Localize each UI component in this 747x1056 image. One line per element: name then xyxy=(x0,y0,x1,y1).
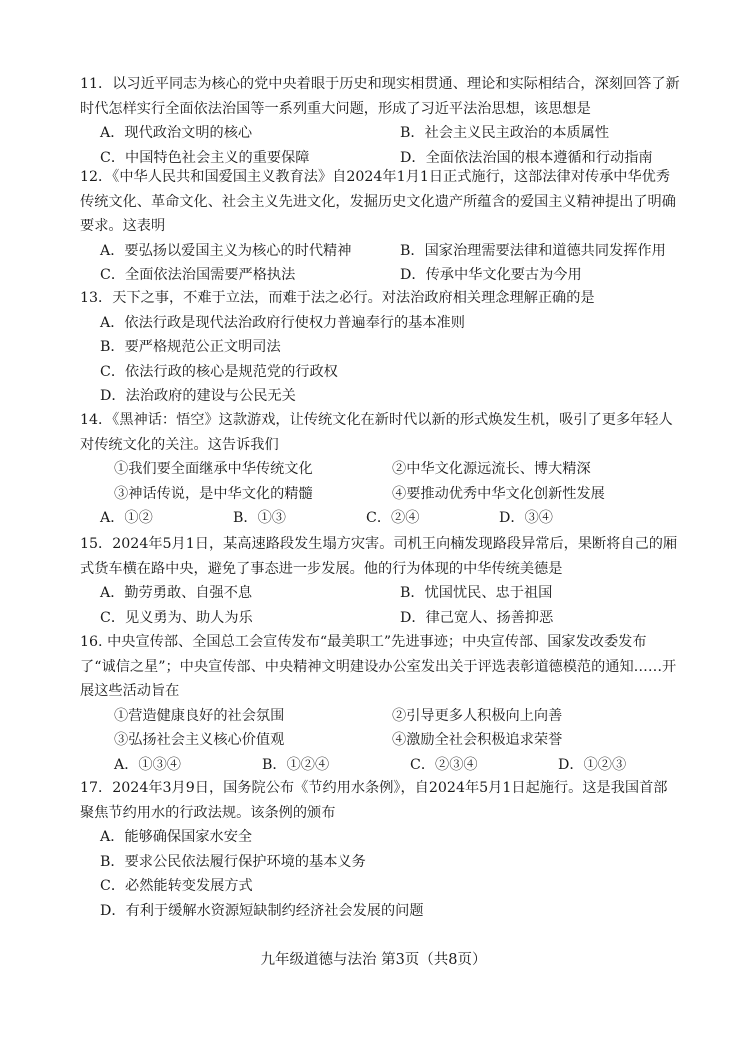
question-stem: 16. 中央宣传部、全国总工会宣传发布“最美职工”先进事迹；中央宣传部、国家发改委发布了“诚信之星”；中央宣传部、中央精神文明建设办公室发出关于评选表彰道德模范的通知……开展这些活动旨在 xyxy=(80,634,677,699)
statement-2: ②引导更多人积极向上向善 xyxy=(392,707,563,724)
question-13 xyxy=(80,286,680,409)
option-a: A．现代政治文明的核心 xyxy=(100,125,253,141)
option-b: B．要严格规范公正文明司法 xyxy=(100,339,281,355)
option-a: A．①③④ xyxy=(114,756,181,773)
option-c: C．②④ xyxy=(366,510,420,526)
statement-2: ②中华文化源远流长、博大精深 xyxy=(392,461,591,477)
option-d: D．③④ xyxy=(499,510,553,526)
statement-row xyxy=(80,704,680,729)
question-stem: 12．《中华人民共和国爱国主义教育法》自2024年1月1日正式施行，这部法律对传承中华优秀传统文化、革命文化、社会主义先进文化，发掘历史文化遗产所蕴含的爱国主义精神提出了明确要求。这表明 xyxy=(80,169,676,234)
statement-3: ③弘扬社会主义核心价值观 xyxy=(114,732,285,748)
question-stem: 17．2024年3月9日，国务院公布《节约用水条例》，自2024年5月1日起施行。这是我国首部聚焦节约用水的行政法规。该条例的颁布 xyxy=(80,780,668,821)
option-c: C．依法行政的核心是规范党的行政权 xyxy=(100,363,338,380)
option-c: C．全面依法治国需要严格执法 xyxy=(100,267,296,283)
option-d: D．有利于缓解水资源短缺制约经济社会发展的问题 xyxy=(100,902,424,919)
option-a: A．①② xyxy=(100,510,153,526)
question-11 xyxy=(80,72,680,170)
option-c: C．必然能转变发展方式 xyxy=(100,878,253,894)
question-stem: 15．2024年5月1日，某高速路段发生塌方灾害。司机王向楠发现路段异常后，果断将自己的厢式货车横在路中央，避免了事态进一步发展。他的行为体现的中华传统美德是 xyxy=(80,536,678,577)
option-d: D．全面依法治国的根本遵循和行动指南 xyxy=(400,149,653,166)
option-a: A．依法行政是现代法治政府行使权力普遍奉行的基本准则 xyxy=(100,314,465,331)
option-row xyxy=(80,581,680,606)
statement-row xyxy=(80,728,680,753)
option-d: D．传承中华文化要古为今用 xyxy=(400,267,582,283)
statement-4: ④激励全社会积极追求荣誉 xyxy=(392,732,563,748)
question-15 xyxy=(80,532,680,630)
question-stem: 13．天下之事，不难于立法，而难于法之必行。对法治政府相关理念理解正确的是 xyxy=(80,290,595,306)
option-row xyxy=(80,606,680,631)
question-17 xyxy=(80,776,680,923)
statement-1: ①我们要全面继承中华传统文化 xyxy=(114,461,313,477)
option-d: D．①②③ xyxy=(558,756,627,773)
question-stem: 14．《黑神话：悟空》这款游戏，让传统文化在新时代以新的形式焕发生机，吸引了更多年轻人对传统文化的关注。这告诉我们 xyxy=(80,412,673,453)
option-row xyxy=(80,753,680,778)
question-14 xyxy=(80,408,680,531)
option-c: C．见义勇为、助人为乐 xyxy=(100,609,253,626)
option-row xyxy=(80,239,680,264)
option-d: D．法治政府的建设与公民无关 xyxy=(100,388,296,404)
statement-1: ①营造健康良好的社会氛围 xyxy=(114,707,285,724)
option-c: C．中国特色社会主义的重要保障 xyxy=(100,149,310,166)
option-d: D．律己宽人、扬善抑恶 xyxy=(400,609,554,626)
statement-row xyxy=(80,482,680,507)
option-row xyxy=(80,121,680,146)
statement-row xyxy=(80,457,680,482)
question-12 xyxy=(80,165,680,288)
statement-4: ④要推动优秀中华文化创新性发展 xyxy=(392,485,605,502)
option-b: B．国家治理需要法律和道德共同发挥作用 xyxy=(400,242,666,259)
option-b: B．要求公民依法履行保护环境的基本义务 xyxy=(100,853,366,870)
page-footer: 九年级道德与法治 第3页（共8页） xyxy=(260,952,487,968)
option-a: A．能够确保国家水安全 xyxy=(100,829,253,845)
option-a: A．勤劳勇敢、自强不息 xyxy=(100,585,253,601)
question-16 xyxy=(80,630,680,777)
statement-3: ③神话传说，是中华文化的精髓 xyxy=(114,485,313,502)
option-b: B．忧国忧民、忠于祖国 xyxy=(400,585,553,601)
option-row xyxy=(80,263,680,288)
option-a: A．要弘扬以爱国主义为核心的时代精神 xyxy=(100,242,352,259)
option-b: B．社会主义民主政治的本质属性 xyxy=(400,125,610,141)
question-stem: 11．以习近平同志为核心的党中央着眼于历史和现实相贯通、理论和实际相结合，深刻回答了新时代怎样实行全面依法治国等一系列重大问题，形成了习近平法治思想，该思想是 xyxy=(80,76,680,117)
option-c: C．②③④ xyxy=(410,756,478,773)
option-row xyxy=(80,506,680,531)
option-b: B．①③ xyxy=(233,510,286,526)
option-b: B．①②④ xyxy=(262,756,330,773)
